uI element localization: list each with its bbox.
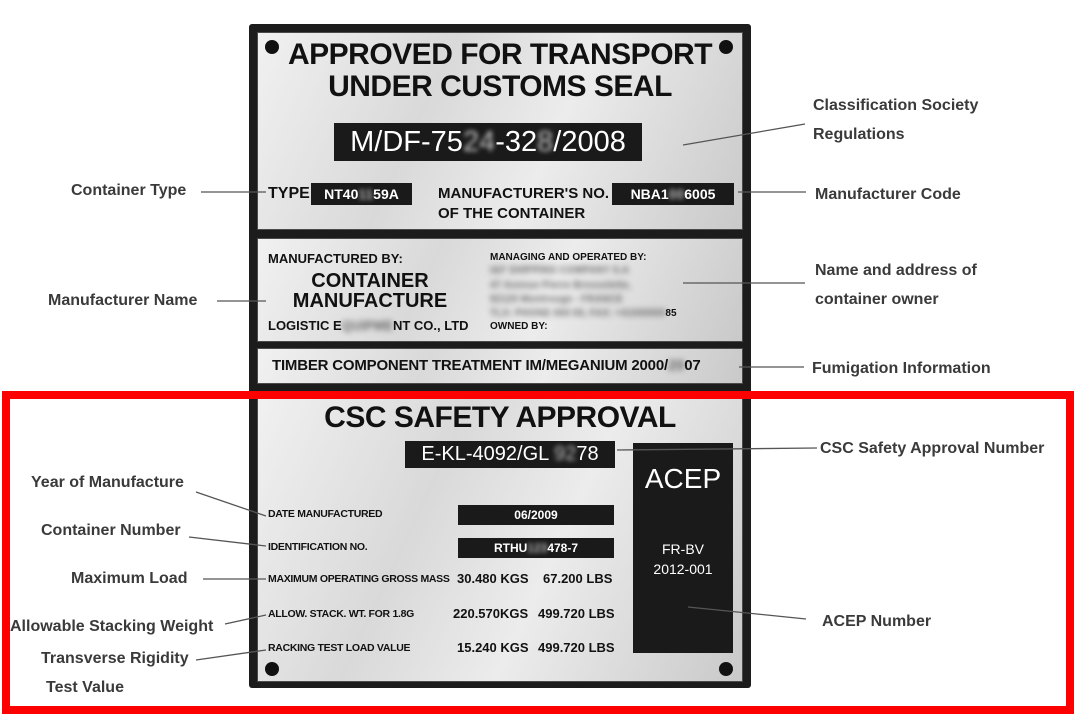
annotation-owner [815,256,977,314]
annotation-csc-number: CSC Safety Approval Number [820,440,1045,457]
mfr-no-prefix: NBA1 [630,186,669,202]
annotation-max-load: Maximum Load [71,570,188,587]
owned-by-label: OWNED BY: [490,321,548,332]
annotation-transverse-line1: Transverse Rigidity [41,650,189,667]
acep-title: ACEP [644,463,722,494]
approval-code-suffix: /2008 [553,126,626,158]
allow-stack-kgs: 220.570KGS [453,606,529,621]
type-value-suffix: 59A [373,186,399,202]
mfr-no-label-line1: MANUFACTURER'S NO. [438,185,610,202]
annotation-container-number: Container Number [41,522,181,539]
managing-label: MANAGING AND OPERATED BY: [490,252,647,263]
mfr-no-suffix: 6005 [684,186,716,202]
owner-address-line2: 47 Avenue Pierre Brossolette, [490,280,631,291]
redacted-digits: 8 [537,126,554,158]
redacted-digits: 20 [667,357,685,374]
identification-suffix: 478-7 [547,541,579,555]
date-manufactured-label: DATE MANUFACTURED [268,508,383,520]
manufacturer-name-line2: MANUFACTURE [292,290,448,312]
redacted-text: QUIPME [341,318,393,333]
redacted-digits: 11 [358,186,374,202]
type-value-prefix: NT40 [324,186,359,202]
approval-code-mid: -32 [495,126,538,158]
racking-test-lbs: 499.720 LBS [538,640,615,655]
approval-code-prefix: M/DF-75 [350,126,463,158]
manufactured-by-label: MANUFACTURED BY: [268,251,403,266]
owner-address-line3: 92120 Montrouge - FRANCE [490,294,623,305]
identification-label: IDENTIFICATION NO. [268,541,368,553]
allow-stack-lbs: 499.720 LBS [538,606,615,621]
max-gross-mass-label: MAXIMUM OPERATING GROSS MASS [268,573,450,585]
csc-number-prefix: E-KL-4092/GL [421,443,555,465]
manufacturer-line3-prefix: LOGISTIC E [268,318,342,333]
type-label: TYPE [268,185,310,202]
allow-stack-label: ALLOW. STACK. WT. FOR 1.8G [268,608,415,620]
annotation-classification-line2: Regulations [813,126,905,143]
annotation-owner-line2: container owner [815,291,939,308]
annotation-transverse-line2: Test Value [46,679,124,696]
annotation-acep-number: ACEP Number [822,613,932,630]
csc-title: CSC SAFETY APPROVAL [324,401,676,434]
owner-line4-mid: PHONE 000 00, FAX: +41 [515,308,633,319]
date-manufactured-value: 06/2009 [458,505,614,525]
customs-title-line2: UNDER CUSTOMS SEAL [328,70,672,103]
max-gross-mass-lbs: 67.200 LBS [543,571,613,586]
annotation-stacking: Allowable Stacking Weight [10,618,214,635]
timber-suffix: 07 [684,357,701,374]
annotation-year: Year of Manufacture [31,474,184,491]
annotation-manufacturer-code: Manufacturer Code [815,186,961,203]
manufacturer-line3-suffix: NT CO., LTD [392,318,469,333]
racking-test-label: RACKING TEST LOAD VALUE [268,642,411,654]
redacted-digits: 24 [462,126,496,158]
acep-number-line2: 2012-001 [653,561,713,577]
annotation-classification-line1: Classification Society [813,97,979,114]
redacted-digits: 00 [668,186,685,202]
leader-line-classification [683,124,805,145]
csc-highlight-frame [2,391,1074,714]
racking-test-kgs: 15.240 KGS [457,640,529,655]
max-gross-mass-kgs: 30.480 KGS [457,571,529,586]
annotation-owner-line1: Name and address of [815,262,977,279]
annotation-manufacturer-name: Manufacturer Name [48,292,198,309]
annotation-classification-society [813,91,978,149]
redacted-digits: 123 [527,541,548,555]
customs-title-line1: APPROVED FOR TRANSPORT [287,38,713,71]
redacted-digits: 000000 [632,308,666,319]
mfr-no-label-line2: OF THE CONTAINER [438,205,586,222]
redacted-digits: 92 [554,443,577,465]
owner-address-line1: I&F SHIPPING COMPANY S.A [490,265,630,276]
owner-line4-suffix: 85 [665,308,677,319]
owner-line4-prefix: TLX: [490,308,513,319]
manufacturer-name-line1: CONTAINER [311,270,429,292]
acep-number-line1: FR-BV [662,541,704,557]
annotation-fumigation: Fumigation Information [812,360,991,377]
annotation-container-type: Container Type [71,182,187,199]
timber-prefix: TIMBER COMPONENT TREATMENT IM/MEGANIUM 2000/ [272,357,668,374]
csc-number-suffix: 78 [576,443,599,465]
identification-prefix: RTHU [493,541,528,555]
